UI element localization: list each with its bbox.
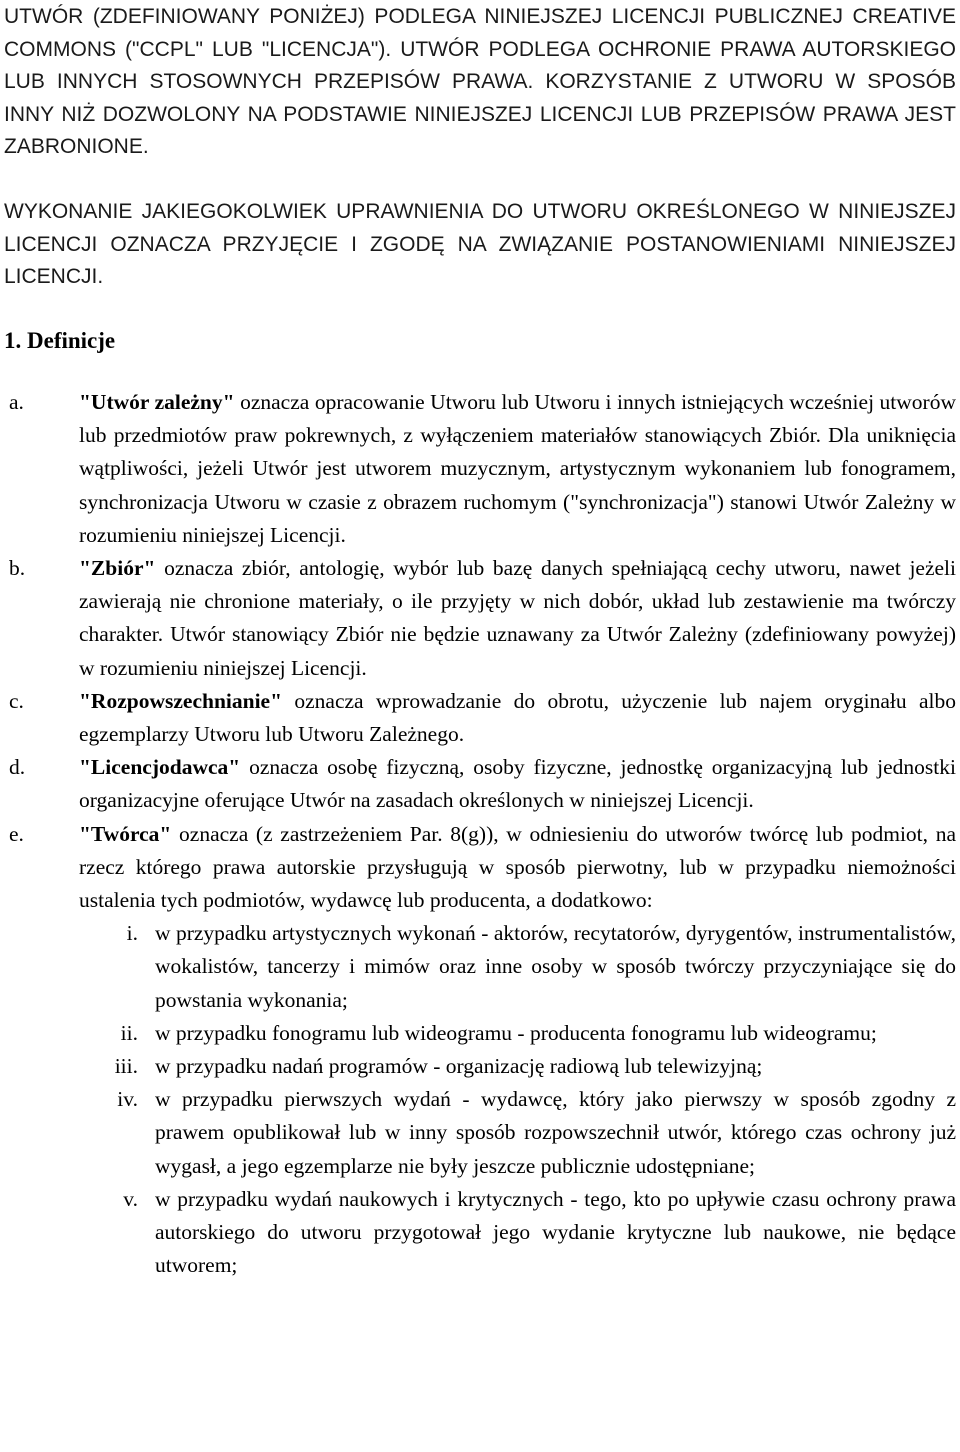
definition-term: "Zbiór" xyxy=(79,556,156,581)
subitem-v xyxy=(0,1183,960,1283)
subitem-text: w przypadku fonogramu lub wideogramu - producenta fonogramu lub wideogramu; xyxy=(155,1020,877,1045)
subitem-ii xyxy=(0,1017,960,1050)
definition-term: "Rozpowszechnianie" xyxy=(79,688,283,713)
definition-text: oznacza wprowadzanie do obrotu, użyczenie lub najem oryginału albo egzemplarzy Utworu lub Utworu Zależnego. xyxy=(79,688,956,747)
definition-text: oznacza opracowanie Utworu lub Utworu i innych istniejących wcześniej utworów lub przedmiotów praw pokrewnych, z wyłączeniem materiałów stanowiących Zbiór. Dla uniknięcia wątpliwości, jeżeli Utwór jest utworem muzycznym, artystycznym wykonaniem lub fonogramem, synchronizacja Utworu w czasie z obrazem ruchomym ("synchronizacja") stanowi Utwór Zależny w rozumieniu niniejszej Licencji. xyxy=(79,390,956,547)
definition-letter: d. xyxy=(9,755,26,780)
intro-paragraph-notice: UTWÓR (ZDEFINIOWANY PONIŻEJ) PODLEGA NINIEJSZEJ LICENCJI PUBLICZNEJ CREATIVE COMMONS ("CCPL" LUB "LICENCJA"). UTWÓR PODLEGA OCHRONIE PRAWA AUTORSKIEGO LUB INNYCH STOSOWNYCH PRZEPISÓW PRAWA. KORZYSTANIE Z UTWORU W SPOSÓB INNY NIŻ DOZWOLONY NA PODSTAWIE NINIEJSZEJ LICENCJI LUB PRZEPISÓW PRAWA JEST ZABRONIONE. xyxy=(4,5,956,158)
creator-subitems-list xyxy=(0,917,960,1282)
definition-letter: c. xyxy=(9,688,24,713)
subitem-number: i. xyxy=(126,921,138,946)
definition-item-d xyxy=(0,751,960,817)
definitions-list xyxy=(0,386,960,1282)
definition-term: "Twórca" xyxy=(79,821,172,846)
subitem-number: iv. xyxy=(117,1087,138,1112)
subitem-text: w przypadku nadań programów - organizację radiową lub telewizyjną; xyxy=(155,1054,763,1079)
definition-text: oznacza zbiór, antologię, wybór lub bazę danych spełniającą cechy utworu, nawet jeżeli zawierają nie chronione materiały, o ile przyjęty w nich dobór, układ lub zestawienie ma twórczy charakter. Utwór stanowiący Zbiór nie będzie uznawany za Utwór Zależny (zdefiniowany powyżej) w rozumieniu niniejszej Licencji. xyxy=(79,556,956,680)
subitem-iv xyxy=(0,1083,960,1183)
definition-text: oznacza osobę fizyczną, osoby fizyczne, jednostkę organizacyjną lub jednostki organizacyjne oferujące Utwór na zasadach określonych w niniejszej Licencji. xyxy=(79,755,956,813)
definition-term: "Utwór zależny" xyxy=(79,390,235,414)
intro-paragraph-acceptance: WYKONANIE JAKIEGOKOLWIEK UPRAWNIENIA DO UTWORU OKREŚLONEGO W NINIEJSZEJ LICENCJI OZNACZA PRZYJĘCIE I ZGODĘ NA ZWIĄZANIE POSTANOWIENIAMI NINIEJSZEJ LICENCJI. xyxy=(4,200,956,288)
definition-item-e xyxy=(0,818,960,918)
subitem-text: w przypadku artystycznych wykonań - aktorów, recytatorów, dyrygentów, instrumentalistów, wokalistów, tancerzy i mimów oraz inne osoby w sposób twórczy przyczyniające się do powstania wykonania; xyxy=(155,921,956,1012)
section-heading-definitions: 1. Definicje xyxy=(4,328,116,353)
definition-item-a xyxy=(0,386,960,552)
subitem-number: v. xyxy=(123,1186,138,1211)
subitem-text: w przypadku pierwszych wydań - wydawcę, który jako pierwszy w sposób zgodny z prawem opublikował lub w inny sposób rozpowszechnił utwór, którego czas ochrony już wygasł, a jego egzemplarze nie były jeszcze publicznie udostępniane; xyxy=(155,1087,956,1178)
definition-term: "Licencjodawca" xyxy=(79,755,241,780)
subitem-i xyxy=(0,917,960,1017)
definition-letter: b. xyxy=(9,556,26,581)
subitem-number: iii. xyxy=(114,1054,138,1079)
definition-item-c xyxy=(0,685,960,751)
definition-text: oznacza (z zastrzeżeniem Par. 8(g)), w odniesieniu do utworów twórcę lub podmiot, na rzecz którego prawa autorskie przysługują w sposób pierwotny, lub w przypadku niemożności ustalenia tych podmiotów, wydawcę lub producenta, a dodatkowo: xyxy=(79,821,956,913)
definition-item-b xyxy=(0,552,960,685)
definition-letter: a. xyxy=(9,390,24,414)
subitem-text: w przypadku wydań naukowych i krytycznych - tego, kto po upływie czasu ochrony prawa autorskiego do utworu przygotował jego wydanie krytyczne lub naukowe, nie będące utworem; xyxy=(155,1186,956,1278)
definition-letter: e. xyxy=(9,821,24,846)
subitem-iii xyxy=(0,1050,960,1083)
subitem-number: ii. xyxy=(120,1020,138,1045)
